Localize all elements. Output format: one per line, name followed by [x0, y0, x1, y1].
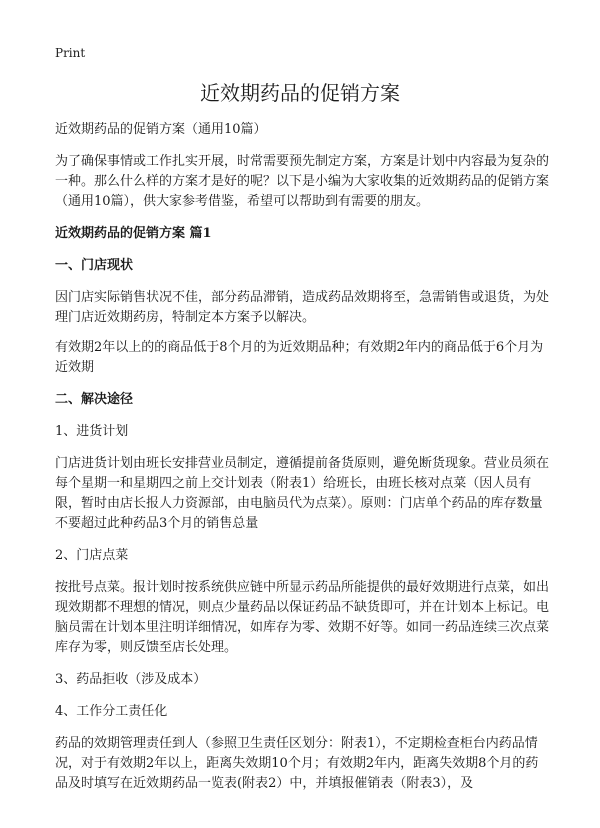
document-body: [55, 120, 550, 804]
intro-paragraph: 为了确保事情或工作扎实开展，时常需要预先制定方案，方案是计划中内容最为复杂的一种。那么什么样的方案才是好的呢？以下是小编为大家收集的近效期药品的促销方案（通用10篇），供大家参考借鉴，希望可以帮助到有需要的朋友。: [55, 154, 550, 209]
paragraph-responsibility: 药品的效期管理责任到人（参照卫生责任区划分：附表1），不定期检查柜台内药品情况，对于有效期2年以上，距离失效期10个月；有效期2年内，距离失效期8个月的药品及时填写在近效期药品一览表(附表2）中，并填报催销表（附表3），及: [55, 736, 539, 791]
subheading-purchase-plan: 1、进货计划: [55, 424, 129, 439]
paragraph-store-status: 因门店实际销售状况不佳，部分药品滞销，造成药品效期将至，急需销售或退货，为处理门店近效期药房，特制定本方案予以解决。: [55, 290, 550, 325]
document-subtitle: 近效期药品的促销方案（通用10篇）: [55, 122, 267, 137]
paragraph-purchase-plan: 门店进货计划由班长安排营业员制定，遵循提前备货原则，避免断货现象。营业员须在每个星期一和星期四之前上交计划表（附表1）给班长，由班长核对点菜（因人员有限，暂时由店长报人力资源部，由电脑员代为点菜）。原则：门店单个药品的库存数量不要超过此种药品3个月的销售总量: [55, 456, 550, 531]
paragraph-store-ordering: 按批号点菜。报计划时按系统供应链中所显示药品所能提供的最好效期进行点菜，如出现效期都不理想的情况，则点少量药品以保证药品不缺货即可，并在计划本上标记。电脑员需在计划本里注明详细情况，如库存为零、效期不好等。如同一药品连续三次点菜库存为零，则反馈至店长处理。: [55, 580, 550, 655]
part-title: 近效期药品的促销方案 篇1: [55, 226, 212, 241]
section-heading-solutions: 二、解决途径: [55, 392, 134, 407]
print-link[interactable]: Print: [55, 46, 86, 60]
paragraph-expiry-definition: 有效期2年以上的的商品低于8个月的为近效期品种；有效期2年内的商品低于6个月为近效期: [55, 340, 544, 375]
subheading-responsibility: 4、工作分工责任化: [55, 704, 168, 719]
document-title: 近效期药品的促销方案: [200, 81, 400, 105]
section-heading-store-status: 一、门店现状: [55, 258, 134, 273]
subheading-drug-rejection: 3、药品拒收（涉及成本）: [55, 672, 207, 687]
subheading-store-ordering: 2、门店点菜: [55, 548, 129, 563]
